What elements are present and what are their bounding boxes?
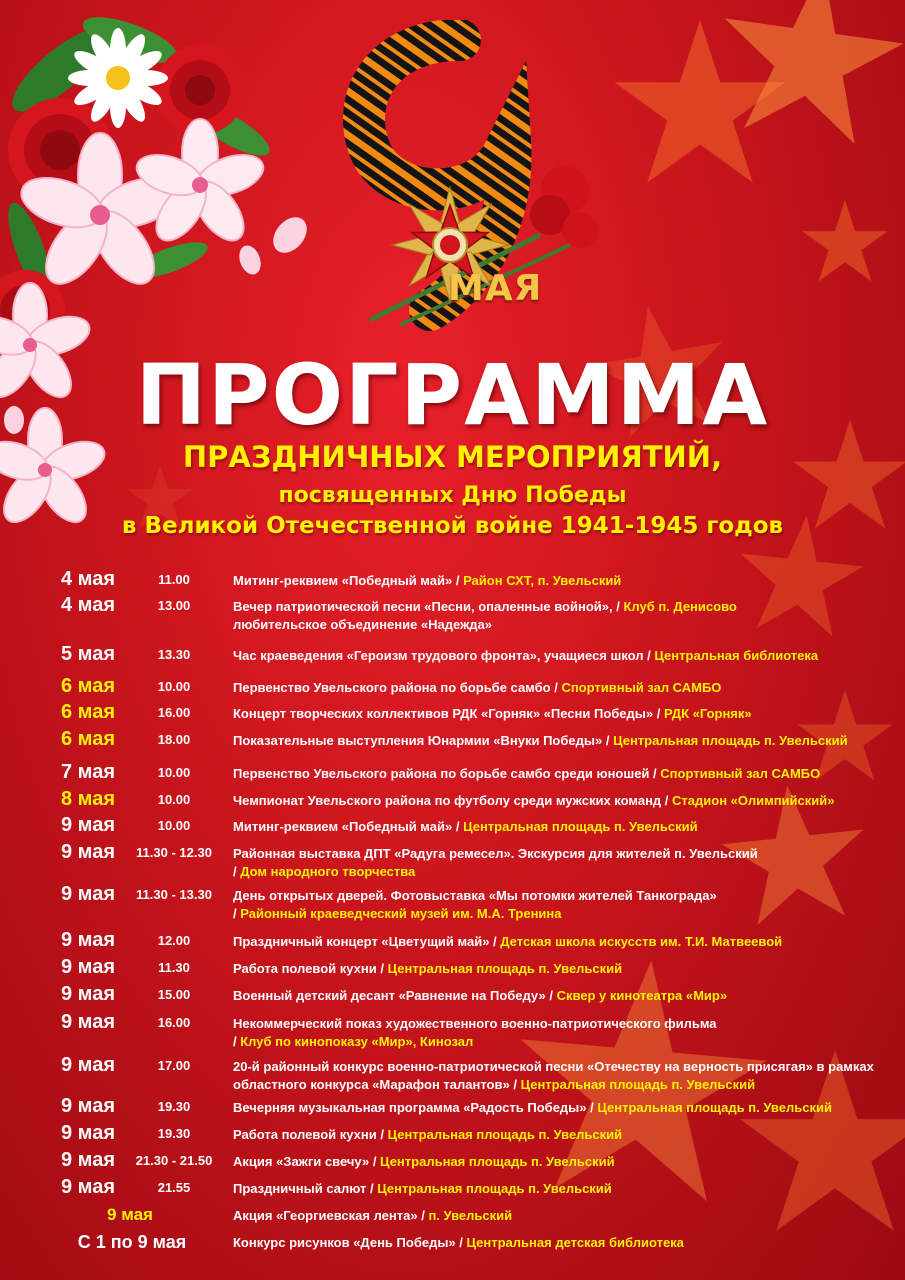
event-time: 11.30 - 13.30 xyxy=(136,887,212,902)
event-date: 9 мая xyxy=(60,1095,115,1117)
event-description xyxy=(233,732,898,750)
event-title: Вечер патриотической песни «Песни, опаленные войной», xyxy=(233,599,613,614)
separator: / xyxy=(452,819,464,834)
event-location: Центральная площадь п. Увельский xyxy=(387,1127,623,1142)
event-time: 18.00 xyxy=(157,732,191,747)
event-title: Некоммерческий показ художественного военно-патриотического фильма xyxy=(233,1016,717,1031)
separator: / xyxy=(455,1235,467,1250)
separator: / xyxy=(550,680,562,695)
event-description xyxy=(233,765,898,783)
event-description xyxy=(233,1058,898,1094)
event-location: Центральная площадь п. Увельский xyxy=(380,1154,615,1169)
event-location: Детская школа искусств им. Т.И. Матвеевой xyxy=(500,934,783,949)
event-description xyxy=(233,818,898,836)
separator: / xyxy=(233,1034,241,1049)
separator: / xyxy=(586,1100,598,1115)
event-location: Спортивный зал САМБО xyxy=(660,766,821,781)
event-time: 11.30 xyxy=(158,960,190,975)
event-title: Акция «Георгиевская лента» xyxy=(233,1208,418,1223)
event-location: РДК «Горняк» xyxy=(663,706,752,721)
event-location: Центральная площадь п. Увельский xyxy=(613,733,848,748)
separator: / xyxy=(661,793,673,808)
event-description xyxy=(233,1180,898,1198)
event-title-continued: любительское объединение «Надежда» xyxy=(233,617,493,632)
event-description xyxy=(233,1015,898,1051)
event-title: Показательные выступления Юнармии «Внуки Победы» xyxy=(233,733,603,748)
separator: / xyxy=(612,599,624,614)
event-date: 9 мая xyxy=(60,983,115,1005)
event-title: Вечерняя музыкальная программа «Радость Победы» xyxy=(233,1100,587,1115)
event-title: Первенство Увельского района по борьбе самбо среди юношей xyxy=(233,766,650,781)
event-location: Центральная площадь п. Увельский xyxy=(463,819,698,834)
event-time: 13.00 xyxy=(157,598,191,613)
event-description xyxy=(233,1207,898,1225)
separator: / xyxy=(545,988,557,1003)
event-time: 17.00 xyxy=(157,1058,191,1073)
event-location: Центральная площадь п. Увельский xyxy=(377,1181,612,1196)
separator: / xyxy=(417,1208,429,1223)
event-title: 20-й районный конкурс военно-патриотической песни «Отечеству на верность присягая» в рамках xyxy=(233,1059,874,1074)
event-location: Дом народного творчества xyxy=(240,864,416,879)
event-date: 9 мая xyxy=(60,841,115,863)
event-title: Конкурс рисунков «День Победы» xyxy=(233,1235,456,1250)
event-date: 9 мая xyxy=(60,929,115,951)
event-date: 9 мая xyxy=(60,1122,115,1144)
event-date: 4 мая xyxy=(60,568,115,590)
event-date: 4 мая xyxy=(60,594,115,616)
event-description xyxy=(233,647,898,665)
event-title: Работа полевой кухни xyxy=(233,1127,377,1142)
event-description xyxy=(233,705,898,723)
event-location: Район СХТ, п. Увельский xyxy=(463,573,622,588)
event-time: 15.00 xyxy=(157,987,191,1002)
event-date: 7 мая xyxy=(60,761,115,783)
event-time: 10.00 xyxy=(157,792,191,807)
event-location: Центральная библиотека xyxy=(654,648,819,663)
event-title: Час краеведения «Героизм трудового фронта», учащиеся школ xyxy=(233,648,644,663)
page-title: ПРОГРАММА xyxy=(135,346,770,444)
event-time: 19.30 xyxy=(157,1099,191,1114)
event-description xyxy=(233,933,898,951)
event-time: 12.00 xyxy=(157,933,191,948)
event-location: Клуб п. Денисово xyxy=(623,599,737,614)
event-title: Праздничный концерт «Цветущий май» xyxy=(233,934,490,949)
event-time: 11.00 xyxy=(158,572,190,587)
separator: / xyxy=(489,934,501,949)
separator: / xyxy=(452,573,464,588)
event-location: Сквер у кинотеатра «Мир» xyxy=(556,988,728,1003)
event-description xyxy=(233,792,898,810)
event-title: Военный детский десант «Равнение на Победу» xyxy=(233,988,546,1003)
subtitle-line-3: в Великой Отечественной войне 1941-1945 годов xyxy=(121,513,784,539)
event-date: 6 мая xyxy=(60,675,115,697)
separator: / xyxy=(602,733,614,748)
event-title: Акция «Зажги свечу» xyxy=(233,1154,370,1169)
star-icon xyxy=(802,200,888,281)
event-description xyxy=(233,598,898,634)
separator: / xyxy=(376,1127,388,1142)
event-date: 9 мая xyxy=(60,1176,115,1198)
event-location: п. Увельский xyxy=(428,1208,513,1223)
event-description xyxy=(233,987,898,1005)
event-date: 9 мая xyxy=(60,883,115,905)
subtitle-line-1: ПРАЗДНИЧНЫХ МЕРОПРИЯТИЙ, xyxy=(182,440,723,474)
event-description xyxy=(233,1234,898,1252)
event-date: 8 мая xyxy=(60,788,115,810)
emblem-month-label: МАЯ xyxy=(448,268,543,309)
event-location: Спортивный зал САМБО xyxy=(561,680,722,695)
event-date: 9 мая xyxy=(107,1205,153,1224)
event-time: 21.30 - 21.50 xyxy=(135,1153,213,1168)
separator: / xyxy=(233,864,241,879)
event-title: Районная выставка ДПТ «Радуга ремесел». Экскурсия для жителей п. Увельский xyxy=(233,846,758,861)
event-time: 16.00 xyxy=(157,705,191,720)
event-date: 9 мая xyxy=(60,1149,115,1171)
event-title: Концерт творческих коллективов РДК «Горняк» «Песни Победы» xyxy=(233,706,654,721)
event-title: Митинг-реквием «Победный май» xyxy=(233,573,453,588)
event-title: День открытых дверей. Фотовыставка «Мы потомки жителей Танкограда» xyxy=(233,888,717,903)
event-date: 9 мая xyxy=(60,814,115,836)
event-title: Первенство Увельского района по борьбе самбо xyxy=(233,680,551,695)
separator: / xyxy=(369,1154,381,1169)
event-date: С 1 по 9 мая xyxy=(77,1232,187,1252)
event-description xyxy=(233,1126,898,1144)
event-time: 11.30 - 12.30 xyxy=(136,845,212,860)
event-date: 6 мая xyxy=(60,728,115,750)
separator: / xyxy=(649,766,661,781)
star-icon xyxy=(710,0,905,149)
separator: / xyxy=(233,906,241,921)
event-title: Работа полевой кухни xyxy=(233,961,377,976)
event-location: Клуб по кинопоказу «Мир», Кинозал xyxy=(240,1034,474,1049)
event-description xyxy=(233,679,898,697)
event-date: 5 мая xyxy=(60,643,115,665)
event-time: 16.00 xyxy=(157,1015,191,1030)
event-description xyxy=(233,1153,898,1171)
separator: / xyxy=(366,1181,378,1196)
separator: / xyxy=(653,706,664,721)
event-time: 10.00 xyxy=(157,818,191,833)
separator: / xyxy=(376,961,388,976)
separator: / xyxy=(643,648,655,663)
event-time: 13.30 xyxy=(157,647,191,662)
event-time: 21.55 xyxy=(157,1180,191,1195)
event-description xyxy=(233,960,898,978)
event-description xyxy=(233,1099,898,1117)
event-title: Митинг-реквием «Победный май» xyxy=(233,819,453,834)
event-description xyxy=(233,845,898,881)
event-time: 10.00 xyxy=(157,765,191,780)
event-location: Центральная площадь п. Увельский xyxy=(597,1100,832,1115)
subtitle-line-2: посвященных Дню Победы xyxy=(278,483,627,508)
event-title: Чемпионат Увельского района по футболу среди мужских команд xyxy=(233,793,662,808)
event-location: Стадион «Олимпийский» xyxy=(672,793,835,808)
event-location: Центральная площадь п. Увельский xyxy=(520,1077,756,1092)
event-date: 6 мая xyxy=(60,701,115,723)
event-title: Праздничный салют xyxy=(233,1181,367,1196)
event-date: 9 мая xyxy=(60,956,115,978)
event-title-continued: областного конкурса «Марафон талантов» xyxy=(233,1077,510,1092)
event-description xyxy=(233,887,898,923)
event-date: 9 мая xyxy=(60,1054,115,1076)
event-time: 10.00 xyxy=(157,679,191,694)
event-time: 19.30 xyxy=(157,1126,191,1141)
event-location: Центральная площадь п. Увельский xyxy=(387,961,623,976)
separator: / xyxy=(509,1077,521,1092)
event-description xyxy=(233,572,898,590)
event-date: 9 мая xyxy=(60,1011,115,1033)
event-location: Районный краеведческий музей им. М.А. Тренина xyxy=(240,906,562,921)
event-location: Центральная детская библиотека xyxy=(466,1235,684,1250)
